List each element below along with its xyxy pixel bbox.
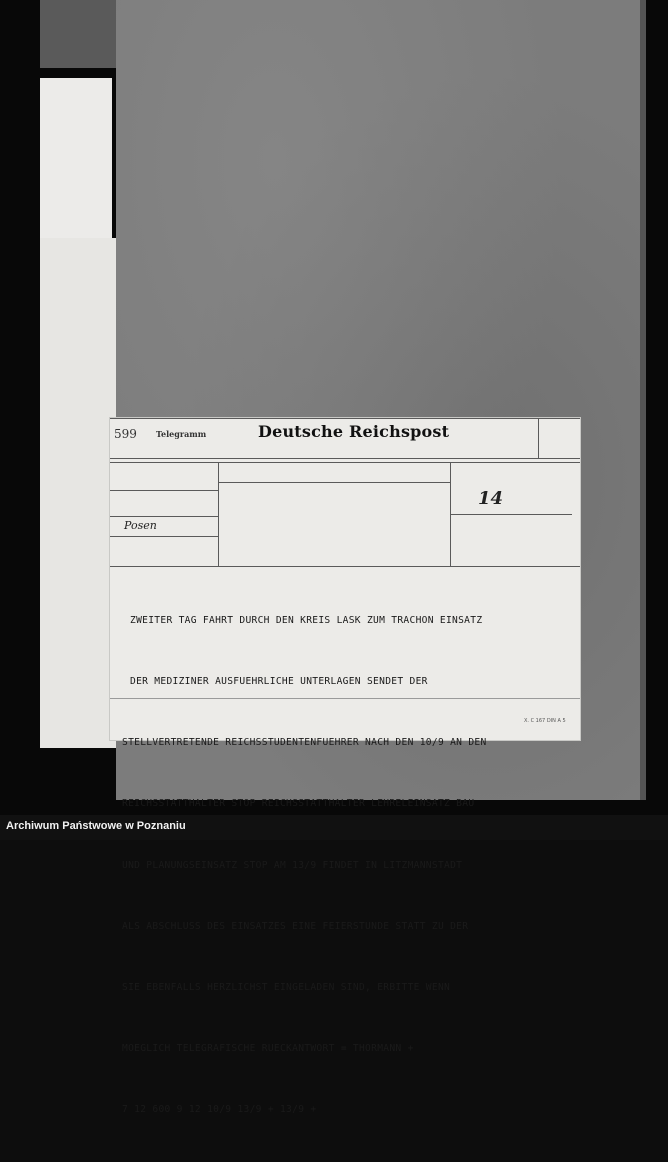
message-line: ALS ABSCHLUSS DES EINSATZES EINE FEIERSTUNDE STATT ZU DER bbox=[122, 920, 469, 932]
message-line: SIE EBENFALLS HERZLICHST EINGELADEN SIND, ERBITTE WENN bbox=[122, 982, 451, 994]
origin-location: Posen bbox=[124, 519, 157, 532]
message-line: MOEGLICH TELEGRAFISCHE RUECKANTWORT = THORMANN + bbox=[122, 1043, 414, 1055]
telegram-form bbox=[110, 418, 580, 1116]
message-line: DER MEDIZINER AUSFUEHRLICHE UNTERLAGEN SENDET DER bbox=[130, 676, 428, 688]
form-number: 599 bbox=[114, 427, 137, 441]
archive-name: Archiwum Państwowe w Poznaniu bbox=[6, 820, 186, 832]
folder-edge bbox=[640, 0, 646, 800]
handwritten-number: 14 bbox=[478, 488, 504, 509]
form-title: Deutsche Reichspost bbox=[258, 422, 450, 441]
telegram-message bbox=[122, 570, 582, 1162]
message-line: STELLVERTRETENDE REICHSSTUDENTENFUEHRER NACH DEN 10/9 AN DEN bbox=[122, 737, 487, 749]
form-code: X. C 167 DIN A 5 bbox=[524, 718, 566, 724]
message-line: UND PLANUNGSEINSATZ STOP AM 13/9 FINDET IN LITZMANNSTADT bbox=[122, 859, 463, 871]
message-line: 7 12 600 9 12 10/9 13/9 + 13/9 + bbox=[122, 1104, 317, 1116]
left-dark-strip bbox=[40, 0, 120, 68]
form-type-label: Telegramm bbox=[156, 429, 207, 439]
left-paper-strip-top bbox=[40, 78, 112, 240]
message-line: REICHSSTATTHALTER STOP REICHSSTATTHALTER LEHRELEINSATZ BAU bbox=[122, 798, 475, 810]
message-line: ZWEITER TAG FAHRT DURCH DEN KREIS LASK ZUM TRACHON EINSATZ bbox=[130, 614, 483, 626]
archive-footer bbox=[0, 815, 668, 840]
